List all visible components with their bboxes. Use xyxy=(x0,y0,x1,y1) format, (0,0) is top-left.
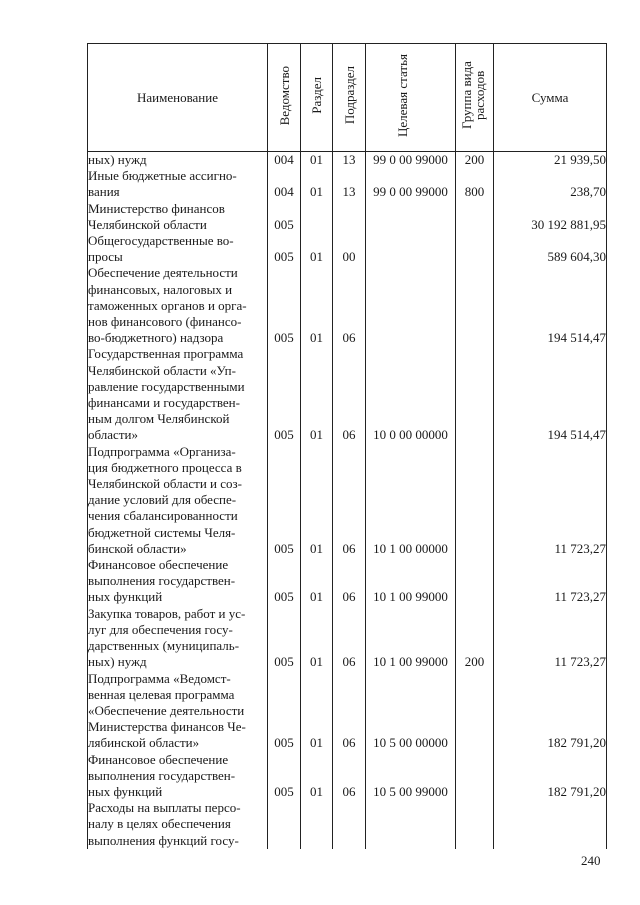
row-dept: 005 xyxy=(268,201,301,233)
row-name-line: Иные бюджетные ассигно- xyxy=(88,168,237,184)
row-expense-group: 800 xyxy=(456,168,494,200)
row-amount: 11 723,27 xyxy=(494,557,607,606)
table-body xyxy=(88,152,607,849)
row-dept: 005 xyxy=(268,265,301,346)
row-amount: 182 791,20 xyxy=(494,752,607,801)
row-name xyxy=(88,671,268,752)
table-header xyxy=(88,44,607,152)
row-section: 01 xyxy=(301,557,333,606)
row-dept: 005 xyxy=(268,606,301,671)
row-name-line: Подпрограмма «Организа- xyxy=(88,443,236,459)
row-name-line: ных функций xyxy=(88,589,163,605)
row-name-line: венная целевая программа xyxy=(88,686,235,702)
row-section: 01 xyxy=(301,671,333,752)
header-target-article: Целевая статья xyxy=(366,44,456,152)
row-dept: 005 xyxy=(268,346,301,443)
row-subsection: 06 xyxy=(333,606,366,671)
row-name-line: луг для обеспечения госу- xyxy=(88,621,233,637)
table-row xyxy=(88,752,607,801)
row-name-line: выполнения государствен- xyxy=(88,573,236,589)
header-name: Наименование xyxy=(88,44,268,152)
row-name-line: Финансовое обеспечение xyxy=(88,557,229,573)
row-name-line: Общегосударственные во- xyxy=(88,233,234,249)
row-name-line: дарственных (муниципаль- xyxy=(88,638,240,654)
table-row xyxy=(88,606,607,671)
table-row xyxy=(88,168,607,200)
row-name xyxy=(88,168,268,200)
row-dept xyxy=(268,800,301,849)
table-row xyxy=(88,671,607,752)
row-name xyxy=(88,152,268,169)
row-subsection: 06 xyxy=(333,265,366,346)
row-amount: 194 514,47 xyxy=(494,265,607,346)
row-subsection: 06 xyxy=(333,557,366,606)
row-dept: 005 xyxy=(268,233,301,265)
row-section: 01 xyxy=(301,606,333,671)
row-name-line: вания xyxy=(88,184,120,200)
row-target-article: 99 0 00 99000 xyxy=(366,152,456,169)
row-expense-group xyxy=(456,752,494,801)
table-row xyxy=(88,201,607,233)
row-section: 01 xyxy=(301,346,333,443)
row-name-line: ным долгом Челябинской xyxy=(88,411,230,427)
row-expense-group xyxy=(456,444,494,557)
header-amount: Сумма xyxy=(494,44,607,152)
row-name-line: Министерства финансов Че- xyxy=(88,719,246,735)
row-name-line: ных) нужд xyxy=(88,654,147,670)
row-target-article xyxy=(366,233,456,265)
row-subsection xyxy=(333,800,366,849)
table-row xyxy=(88,152,607,169)
row-target-article xyxy=(366,201,456,233)
row-name-line: бинской области» xyxy=(88,540,187,556)
row-name-line: Финансовое обеспечение xyxy=(88,751,229,767)
row-section: 01 xyxy=(301,168,333,200)
row-dept: 004 xyxy=(268,168,301,200)
row-section: 01 xyxy=(301,233,333,265)
header-dept: Ведомство xyxy=(268,44,301,152)
row-name-line: Министерство финансов xyxy=(88,200,225,216)
row-name-line: выполнения функций госу- xyxy=(88,832,239,848)
row-section xyxy=(301,800,333,849)
row-amount: 182 791,20 xyxy=(494,671,607,752)
row-section: 01 xyxy=(301,152,333,169)
row-target-article: 10 1 00 99000 xyxy=(366,557,456,606)
row-name-line: Закупка товаров, работ и ус- xyxy=(88,605,246,621)
row-name-line: Челябинской области «Уп- xyxy=(88,362,236,378)
row-target-article: 10 1 00 00000 xyxy=(366,444,456,557)
row-dept: 005 xyxy=(268,444,301,557)
row-name-line: области» xyxy=(88,427,138,443)
row-expense-group xyxy=(456,671,494,752)
row-name xyxy=(88,444,268,557)
row-name-line: лябинской области» xyxy=(88,735,200,751)
row-name-line: таможенных органов и орга- xyxy=(88,297,247,313)
row-dept: 004 xyxy=(268,152,301,169)
row-name-line: ных функций xyxy=(88,783,163,799)
row-name xyxy=(88,346,268,443)
row-expense-group xyxy=(456,346,494,443)
row-name xyxy=(88,265,268,346)
header-expense-group: Группа вида расходов xyxy=(456,44,494,152)
row-name-line: Обеспечение деятельности xyxy=(88,265,238,281)
row-dept: 005 xyxy=(268,557,301,606)
row-amount: 11 723,27 xyxy=(494,606,607,671)
row-target-article: 10 5 00 99000 xyxy=(366,752,456,801)
row-expense-group: 200 xyxy=(456,606,494,671)
row-target-article: 10 5 00 00000 xyxy=(366,671,456,752)
row-amount: 30 192 881,95 xyxy=(494,201,607,233)
row-subsection: 13 xyxy=(333,168,366,200)
table-row xyxy=(88,444,607,557)
row-section xyxy=(301,201,333,233)
budget-table xyxy=(87,43,607,849)
row-amount: 11 723,27 xyxy=(494,444,607,557)
row-name xyxy=(88,752,268,801)
table-row xyxy=(88,800,607,849)
row-name-line: равление государственными xyxy=(88,378,245,394)
row-name-line: финансами и государствен- xyxy=(88,395,240,411)
row-expense-group xyxy=(456,233,494,265)
row-name xyxy=(88,606,268,671)
row-name-line: финансовых, налоговых и xyxy=(88,281,233,297)
row-target-article: 10 1 00 99000 xyxy=(366,606,456,671)
row-name-line: налу в целях обеспечения xyxy=(88,816,231,832)
row-subsection: 06 xyxy=(333,671,366,752)
row-amount xyxy=(494,800,607,849)
header-section: Раздел xyxy=(301,44,333,152)
row-amount: 589 604,30 xyxy=(494,233,607,265)
row-name-line: Челябинской области и соз- xyxy=(88,476,242,492)
row-expense-group xyxy=(456,265,494,346)
row-name-line: бюджетной системы Челя- xyxy=(88,524,236,540)
row-name-line: нов финансового (финансо- xyxy=(88,314,242,330)
row-dept: 005 xyxy=(268,671,301,752)
row-expense-group: 200 xyxy=(456,152,494,169)
row-subsection xyxy=(333,201,366,233)
row-name-line: Государственная программа xyxy=(88,346,244,362)
row-name xyxy=(88,800,268,849)
row-name-line: выполнения государствен- xyxy=(88,767,236,783)
page-number: 240 xyxy=(581,853,601,868)
row-name xyxy=(88,557,268,606)
row-name-line: чения сбалансированности xyxy=(88,508,238,524)
row-amount: 194 514,47 xyxy=(494,346,607,443)
row-section: 01 xyxy=(301,752,333,801)
row-target-article xyxy=(366,265,456,346)
header-subsection: Подраздел xyxy=(333,44,366,152)
row-expense-group xyxy=(456,800,494,849)
row-expense-group xyxy=(456,557,494,606)
row-amount: 238,70 xyxy=(494,168,607,200)
row-subsection: 00 xyxy=(333,233,366,265)
row-subsection: 06 xyxy=(333,752,366,801)
row-target-article: 10 0 00 00000 xyxy=(366,346,456,443)
row-name-line: Подпрограмма «Ведомст- xyxy=(88,670,231,686)
row-name xyxy=(88,201,268,233)
row-name-line: дание условий для обеспе- xyxy=(88,492,237,508)
row-subsection: 13 xyxy=(333,152,366,169)
table-row xyxy=(88,233,607,265)
row-section: 01 xyxy=(301,444,333,557)
row-name-line: ция бюджетного процесса в xyxy=(88,459,242,475)
row-name-line: Челябинской области xyxy=(88,216,207,232)
row-target-article xyxy=(366,800,456,849)
row-target-article: 99 0 00 99000 xyxy=(366,168,456,200)
row-name-line: Расходы на выплаты персо- xyxy=(88,800,241,816)
row-name-line: просы xyxy=(88,249,123,265)
row-name-line: во-бюджетного) надзора xyxy=(88,330,224,346)
row-expense-group xyxy=(456,201,494,233)
row-name-line: «Обеспечение деятельности xyxy=(88,702,245,718)
row-name-line: ных) нужд xyxy=(88,152,147,167)
row-subsection: 06 xyxy=(333,346,366,443)
row-name xyxy=(88,233,268,265)
row-dept: 005 xyxy=(268,752,301,801)
row-section: 01 xyxy=(301,265,333,346)
table-row xyxy=(88,346,607,443)
table-row xyxy=(88,557,607,606)
row-subsection: 06 xyxy=(333,444,366,557)
table-row xyxy=(88,265,607,346)
row-amount: 21 939,50 xyxy=(494,152,607,169)
